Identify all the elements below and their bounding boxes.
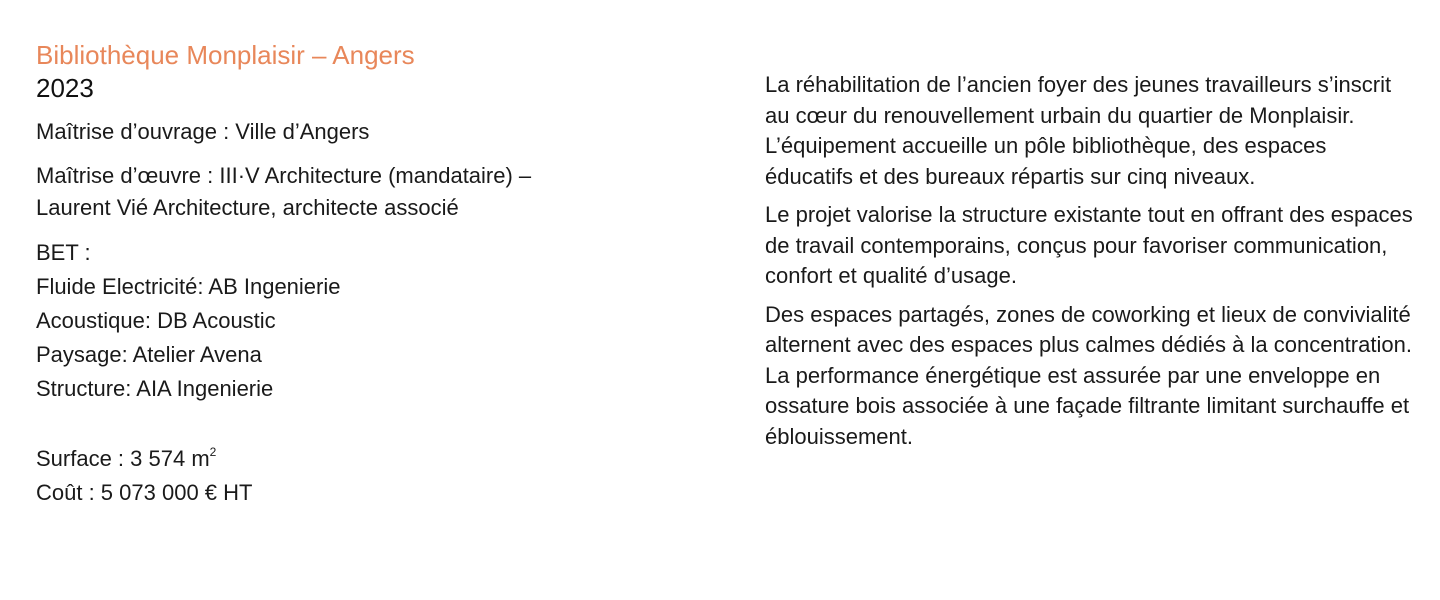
project-title: Bibliothèque Monplaisir – Angers <box>36 40 415 70</box>
project-description-column <box>765 70 1415 460</box>
description-paragraph: La réhabilitation de l’ancien foyer des jeunes travailleurs s’inscrit au cœur du renouvellement urbain du quartier de Monplaisir. L’équipement accueille un pôle bibliothèque, des espaces éducatifs et des bureaux répartis sur cinq niveaux. <box>765 72 1392 189</box>
bet-item: Fluide Electricité: AB Ingenierie <box>36 274 341 299</box>
surface-stat <box>36 442 716 476</box>
project-year: 2023 <box>36 73 94 103</box>
bet-block <box>36 236 716 406</box>
maitrise-ouvrage-block <box>36 116 716 148</box>
description-paragraph: Le projet valorise la structure existante tout en offrant des espaces de travail contemporains, conçus pour favoriser communication, confort et qualité d’usage. <box>765 202 1413 288</box>
bet-item: Structure: AIA Ingenierie <box>36 376 274 401</box>
stats-block <box>36 442 716 510</box>
project-info-column <box>36 38 716 510</box>
surface-label: Surface : 3 574 m <box>36 446 210 471</box>
maitrise-ouvrage: Maîtrise d’ouvrage : Ville d’Angers <box>36 119 370 144</box>
bet-item: Acoustique: DB Acoustic <box>36 308 276 333</box>
maitrise-oeuvre-line-1: Maîtrise d’œuvre : III·V Architecture (mandataire) – <box>36 163 532 188</box>
bet-heading: BET : <box>36 240 91 265</box>
description-paragraph: Des espaces partagés, zones de coworking et lieux de convivialité alternent avec des espaces plus calmes dédiés à la concentration. La performance énergétique est assurée par une enveloppe en ossature bois associée à une façade filtrante limitant surchauffe et éblouissement. <box>765 301 1412 449</box>
cost-stat: Coût : 5 073 000 € HT <box>36 480 253 505</box>
maitrise-oeuvre-block <box>36 160 716 224</box>
surface-exponent: 2 <box>209 445 217 459</box>
bet-item: Paysage: Atelier Avena <box>36 342 262 367</box>
maitrise-oeuvre-line-2: Laurent Vié Architecture, architecte associé <box>36 195 459 220</box>
